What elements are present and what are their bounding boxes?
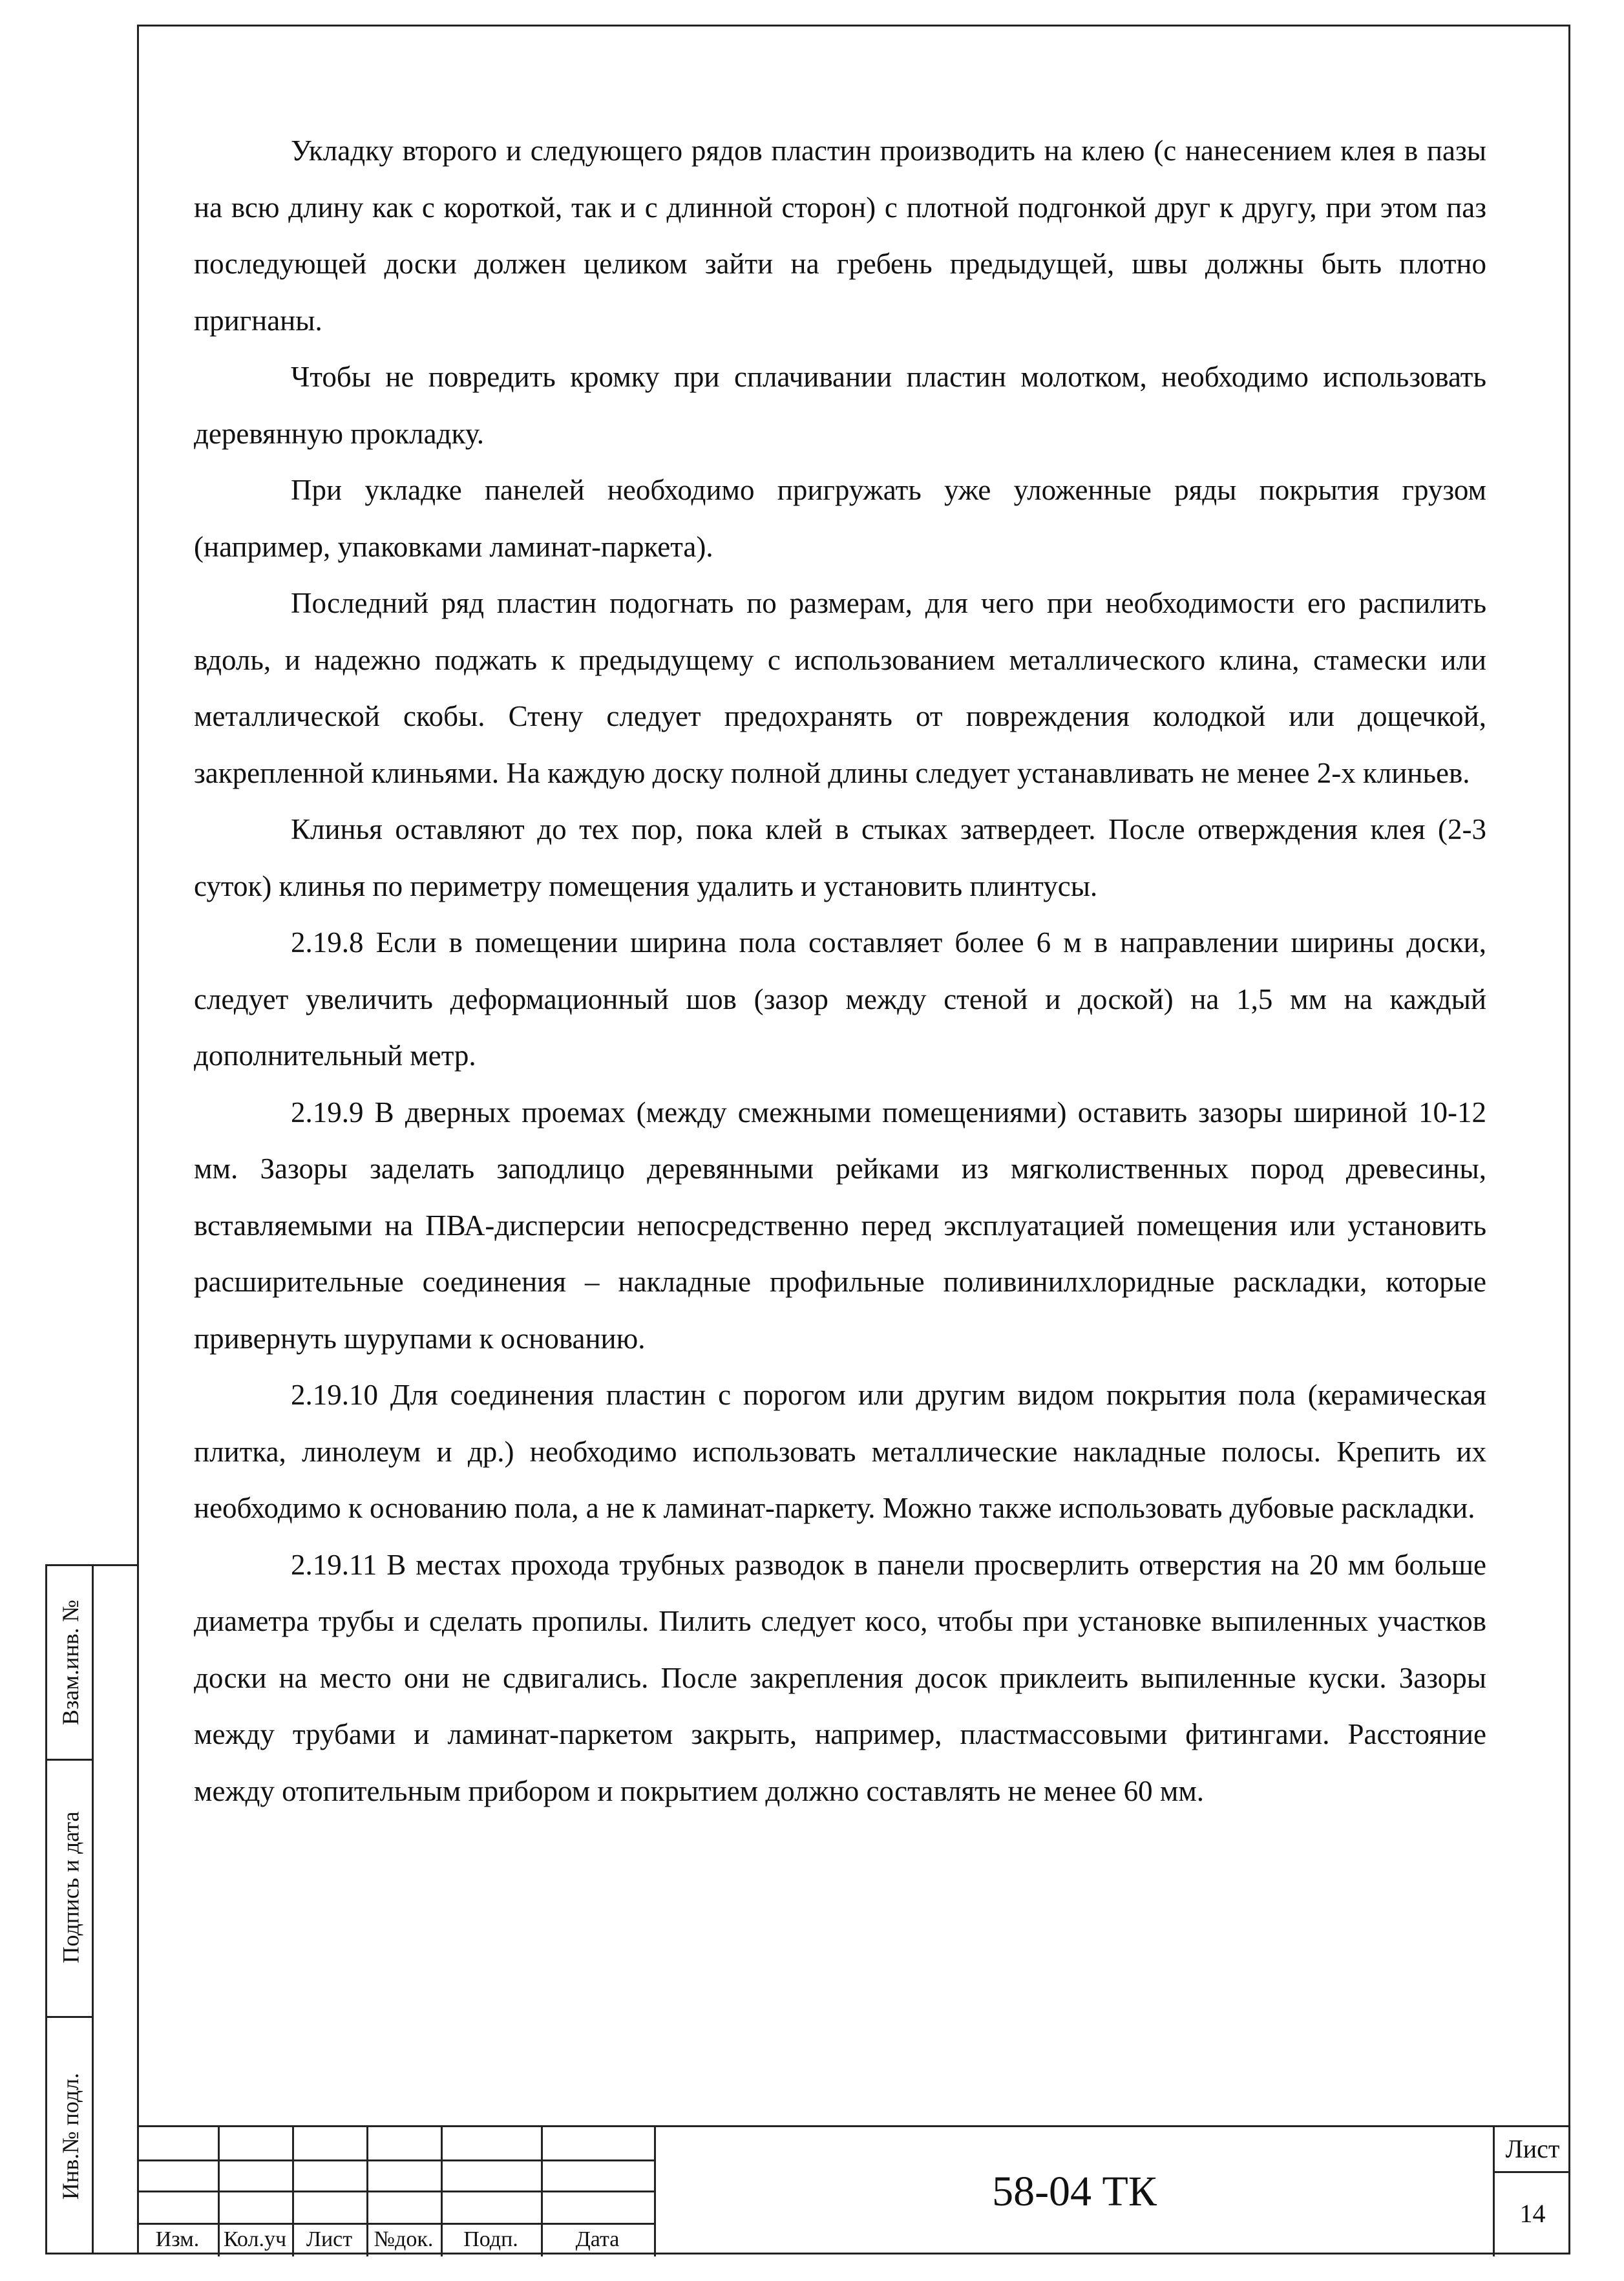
grid-line <box>137 2159 654 2161</box>
header-data: Дата <box>575 2227 620 2251</box>
header-izm: Изм. <box>155 2227 200 2251</box>
side-stamp <box>45 1564 137 2254</box>
side-stamp-values <box>94 1566 139 2253</box>
sheet-number: 14 <box>1519 2199 1546 2228</box>
header-podp: Подп. <box>463 2227 518 2251</box>
paragraph-2-19-10: 2.19.10 Для соединения пластин с порогом или другим видом покрытия пола (керамическая плитка, линолеум и др.) необходимо использовать металлические накладные полосы. Крепить их необходимо к основанию пола, а не к ламинат-паркету. Можно также использовать дубовые раскладки. <box>194 1379 1486 1524</box>
paragraph-2-19-11: 2.19.11 В местах прохода трубных разводок в панели просверлить отверстия на 20 мм больше диаметра трубы и сделать пропилы. Пилить следует косо, чтобы при установке выпиленных участков доски на место они не сдвигались. После закрепления досок приклеить выпиленные куски. Зазоры между трубами и ламинат-паркетом закрыть, например, пластмассовыми фитингами. Расстояние между отопительным прибором и покрытием должно составлять не менее 60 мм. <box>194 1548 1486 1807</box>
paragraph: Последний ряд пластин подогнать по размерам, для чего при необходимости его распилить вдоль, и надежно поджать к предыдущему с использованием металлического клина, стамески или металлической скобы. Стену следует предохранять от повреждения колодкой или дощечкой, закрепленной клиньями. На каждую доску полной длины следует устанавливать не менее 2-х клиньев. <box>194 587 1486 789</box>
header-nodok: №док. <box>374 2227 434 2251</box>
podpis-data-label: Подпись и дата <box>58 1811 84 1964</box>
sheet-cell <box>1493 2127 1570 2256</box>
paragraph-2-19-9: 2.19.9 В дверных проемах (между смежными помещениями) оставить зазоры шириной 10-12 мм. Зазоры заделать заподлицо деревянными рейками из мягколиственных пород древесины, вставляемыми на ПВА-дисперсии непосредственно перед эксплуатацией помещения или установить расширительные соединения – накладные профильные поливинилхлоридные раскладки, которые привернуть шурупами к основанию. <box>194 1096 1486 1355</box>
header-list: Лист <box>306 2227 353 2251</box>
inv-podl-cell <box>47 2016 94 2256</box>
revision-table <box>137 2127 654 2256</box>
title-block <box>137 2125 1570 2254</box>
vzam-inv-cell <box>47 1566 94 1759</box>
sheet-label: Лист <box>1495 2127 1570 2173</box>
grid-line <box>137 2191 654 2192</box>
vzam-inv-label: Взам.инв. № <box>58 1600 83 1725</box>
paragraph: Клинья оставляют до тех пор, пока клей в стыках затвердеет. После отверждения клея (2-3 суток) клинья по периметру помещения удалить и установить плинтусы. <box>194 813 1486 902</box>
paragraph-2-19-8: 2.19.8 Если в помещении ширина пола составляет более 6 м в направлении ширины доски, следует увеличить деформационный шов (зазор между стеной и доской) на 1,5 мм на каждый дополнительный метр. <box>194 926 1486 1072</box>
header-kol-uch: Кол.уч <box>223 2227 287 2251</box>
paragraph: Укладку второго и следующего рядов пластин производить на клею (с нанесением клея в пазы на всю длину как с короткой, так и с длинной сторон) с плотной подгонкой друг к другу, при этом паз последующей доски должен целиком зайти на гребень предыдущей, швы должны быть плотно пригнаны. <box>194 134 1486 337</box>
paragraph: При укладке панелей необходимо пригружать уже уложенные ряды покрытия грузом (например, упаковками ламинат-паркета). <box>194 474 1486 563</box>
inv-podl-label: Инв.№ подл. <box>58 2072 83 2200</box>
podpis-data-cell <box>47 1759 94 2016</box>
paragraph: Чтобы не повредить кромку при сплачивании пластин молотком, необходимо использовать деревянную прокладку. <box>194 361 1486 450</box>
document-body <box>194 123 1486 1819</box>
document-code: 58-04 ТК <box>654 2127 1493 2256</box>
